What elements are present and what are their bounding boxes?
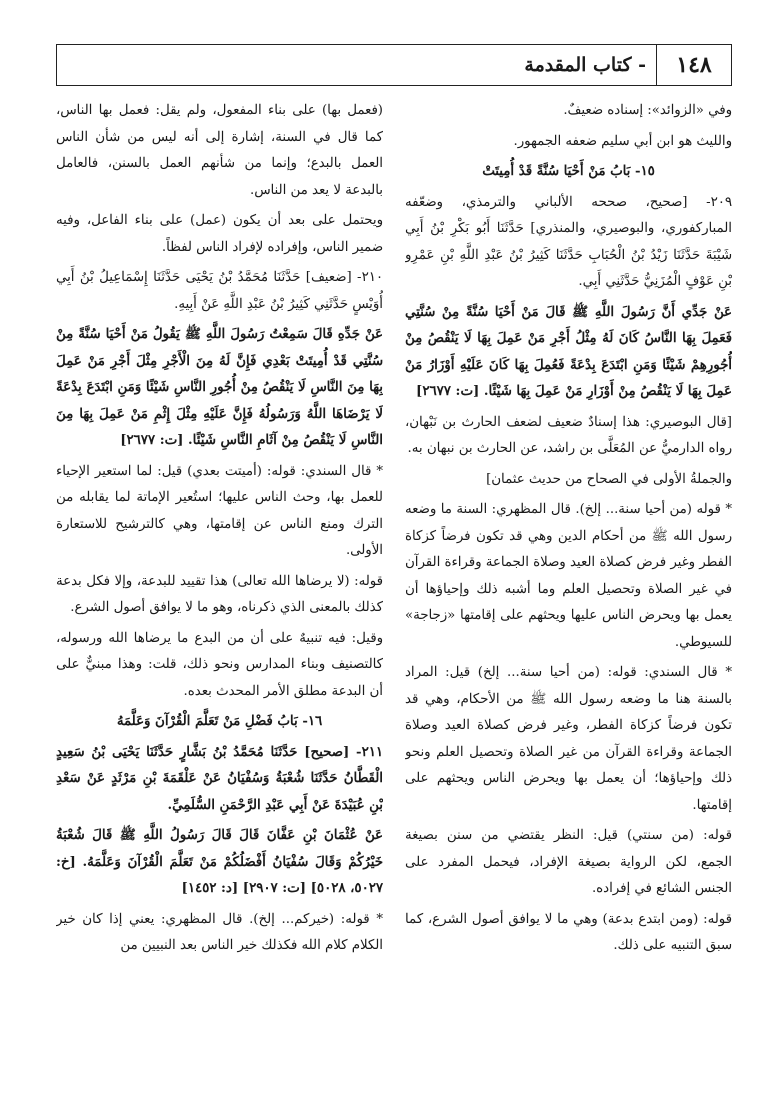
paragraph: ٢١١- [صحيح] حَدَّثَنَا مُحَمَّدُ بْنُ بَشَّارٍ حَدَّثَنَا يَحْيَى بْنُ سَعِيدٍ الْقَطَّانُ حَدَّثَنَا شُعْبَةُ وَسُفْيَانُ عَنْ عَلْقَمَةَ بْنِ مَرْثَدٍ عَنْ سَعْدِ بْنِ عُبَيْدَةَ عَنْ أَبِي عَبْدِ الرَّحْمَنِ السُّلَمِيِّ.	[56, 744, 383, 813]
paragraph: ١٥- بَابُ مَنْ أَحْيَا سُنَّةً قَدْ أُمِيتَتْ	[482, 164, 655, 179]
paragraph: قوله: (من سنتي) قيل: النظر يقتضي من سنن بصيغة الجمع، لكن الرواية بصيغة الإفراد، فيحمل المفرد على الجنس الشائع في إفراده.	[405, 828, 732, 896]
book-title: - كتاب المقدمة	[524, 54, 646, 76]
paragraph: والليث هو ابن أبي سليم ضعفه الجمهور.	[513, 133, 732, 149]
page-header	[56, 44, 732, 86]
paragraph: * قوله (من أحيا سنة... إلخ). قال المظهري: السنة ما وضعه رسول الله ﷺ من أحكام الدين وهي قد تكون فرضاً كزكاة الفطر وغير فرض كصلاة العيد وصلاة الجماعة وقراءة القرآن في غير الصلاة وتحصيل العلم وما أشبه ذلك وإحياؤها أن يعمل بها ويحرض الناس عليها ويحثهم على إقامتها «زجاجة» للسيوطي.	[405, 502, 732, 650]
paragraph: [قال البوصيري: هذا إسنادٌ ضعيف لضعف الحارث بن نَبْهان، رواه الدارميُّ عن المُعَلَّى بن راشد، عن الحارث بن نبهان به.	[405, 414, 732, 456]
paragraph: قوله: (ومن ابتدع بدعة) وهي ما لا يوافق أصول الشرع، كما سبق التنبيه على ذلك.	[405, 911, 732, 953]
page-number: ١٤٨	[656, 45, 731, 85]
paragraph: عَنْ عُثْمَانَ بْنِ عَفَّانَ قَالَ قَالَ رَسُولُ اللَّهِ ﷺ قَالَ شُعْبَةُ خَيْرُكُمْ وَقَالَ سُفْيَانُ أَفْضَلُكُمْ مَنْ تَعَلَّمَ الْقُرْآنَ وَعَلَّمَهُ. [خ: ٥٠٢٧، ٥٠٢٨] [ت: ٢٩٠٧] [د: ١٤٥٢]	[56, 828, 383, 896]
right-column	[405, 98, 732, 1088]
paragraph: وقيل: فيه تنبيهٌ على أن من البدع ما يرضاها الله ورسوله، كالتصنيف وبناء المدارس ونحو ذلك، قلت: وهذا مبنيٌّ على أن البدعة مطلق الأمر المحدث بعده.	[56, 630, 383, 699]
text-columns	[56, 98, 732, 1088]
paragraph: * قوله: (خيركم... إلخ). قال المظهري: يعني إذا كان خير الكلام كلام الله فكذلك خير الناس بعد النبيين من	[56, 911, 383, 953]
paragraph: والجملةُ الأولى في الصحاح من حديث عثمان]	[486, 471, 732, 487]
paragraph: ويحتمل على بعد أن يكون (عمل) على بناء الفاعل، وفيه ضمير الناس، وإفراده لإفراد الناس لفظاً.	[56, 213, 383, 255]
paragraph: ٢٠٩- [صحيح، صححه الألباني والترمذي، وضعّفه المباركفوري، والبوصيري، والمنذري] حَدَّثَنَا أَبُو بَكْرِ بْنُ أَبِي شَيْبَةَ حَدَّثَنَا زَيْدُ بْنُ الْحُبَابِ حَدَّثَنَا كَثِيرُ بْنُ عَبْدِ اللَّهِ بْنِ عَمْرِو بْنِ عَوْفٍ الْمُزَنِيُّ حَدَّثَنِي أَبِي.	[405, 194, 732, 289]
left-column	[56, 98, 383, 1088]
paragraph: * قال السندي: قوله: (أميتت بعدي) قيل: لما استعير الإحياء للعمل بها، وحث الناس عليها؛ استُعير الإماتة لما يقابله من الترك ومنع الناس عن إقامتها، وهي كالترشيح للاستعارة الأولى.	[56, 463, 383, 558]
paragraph: وفي «الزوائد»: إسناده ضعيفٌ.	[563, 103, 732, 118]
paragraph: * قال السندي: قوله: (من أحيا سنة... إلخ) قيل: المراد بالسنة هنا ما وضعه رسول الله ﷺ من الأحكام، وهي قد تكون فرضاً كزكاة الفطر، وغير فرض كصلاة العيد وصلاة الجماعة وقراءة القرآن من غير الصلاة وتحصيل العلم ونحو ذلك وإحياؤها؛ أن يعمل بها ويحرض الناس ويحثهم على إقامتها.	[405, 665, 732, 813]
paragraph: عَنْ جَدِّهِ قَالَ سَمِعْتُ رَسُولَ اللَّهِ ﷺ يَقُولُ مَنْ أَحْيَا سُنَّةً مِنْ سُنَّتِي قَدْ أُمِيتَتْ بَعْدِي فَإِنَّ لَهُ مِنَ الْأَجْرِ مِثْلَ أَجْرِ مَنْ عَمِلَ بِهَا مِنَ النَّاسِ لَا يَنْقُصُ مِنْ أُجُورِ النَّاسِ شَيْئًا وَمَنِ ابْتَدَعَ بِدْعَةً لَا يَرْضَاهَا اللَّهُ وَرَسُولُهُ فَإِنَّ عَلَيْهِ مِثْلَ إِثْمِ مَنْ عَمِلَ بِهَا مِنَ النَّاسِ لَا يَنْقُصُ مِنْ آثَامِ النَّاسِ شَيْئًا. [ت: ٢٦٧٧]	[56, 327, 383, 448]
paragraph: ١٦- بَابُ فَضْلِ مَنْ تَعَلَّمَ الْقُرْآنَ وَعَلَّمَهُ	[116, 714, 323, 729]
paragraph: قوله: (لا يرضاها الله تعالى) هذا تقييد للبدعة، وإلا فكل بدعة كذلك بالمعنى الذي ذكرناه، وهو ما لا يوافق أصول الشرع.	[56, 573, 383, 615]
paragraph: ٢١٠- [ضعيف] حَدَّثَنَا مُحَمَّدُ بْنُ يَحْيَى حَدَّثَنَا إِسْمَاعِيلُ بْنُ أَبِي أُوَيْسٍ حَدَّثَنِي كَثِيرُ بْنُ عَبْدِ اللَّهِ عَنْ أَبِيهِ.	[56, 270, 383, 312]
paragraph: عَنْ جَدِّي أَنَّ رَسُولَ اللَّهِ ﷺ قَالَ مَنْ أَحْيَا سُنَّةً مِنْ سُنَّتِي فَعَمِلَ بِهَا النَّاسُ كَانَ لَهُ مِثْلُ أَجْرِ مَنْ عَمِلَ بِهَا لَا يَنْقُصُ مِنْ أُجُورِهِمْ شَيْئًا وَمَنِ ابْتَدَعَ بِدْعَةً فَعُمِلَ بِهَا كَانَ عَلَيْهِ أَوْزَارُ مَنْ عَمِلَ بِهَا لَا يَنْقُصُ مِنْ أَوْزَارِ مَنْ عَمِلَ بِهَا شَيْئًا. [ت: ٢٦٧٧]	[405, 304, 732, 399]
paragraph: (فعمل بها) على بناء المفعول، ولم يقل: فعمل بها الناس، كما قال في السنة، إشارة إلى أنه ليس من شأن الناس العمل بالبدع؛ وإنما من شأنهم العمل بالسنن، فالعامل بالبدعة لا يعد من الناس.	[56, 103, 383, 198]
